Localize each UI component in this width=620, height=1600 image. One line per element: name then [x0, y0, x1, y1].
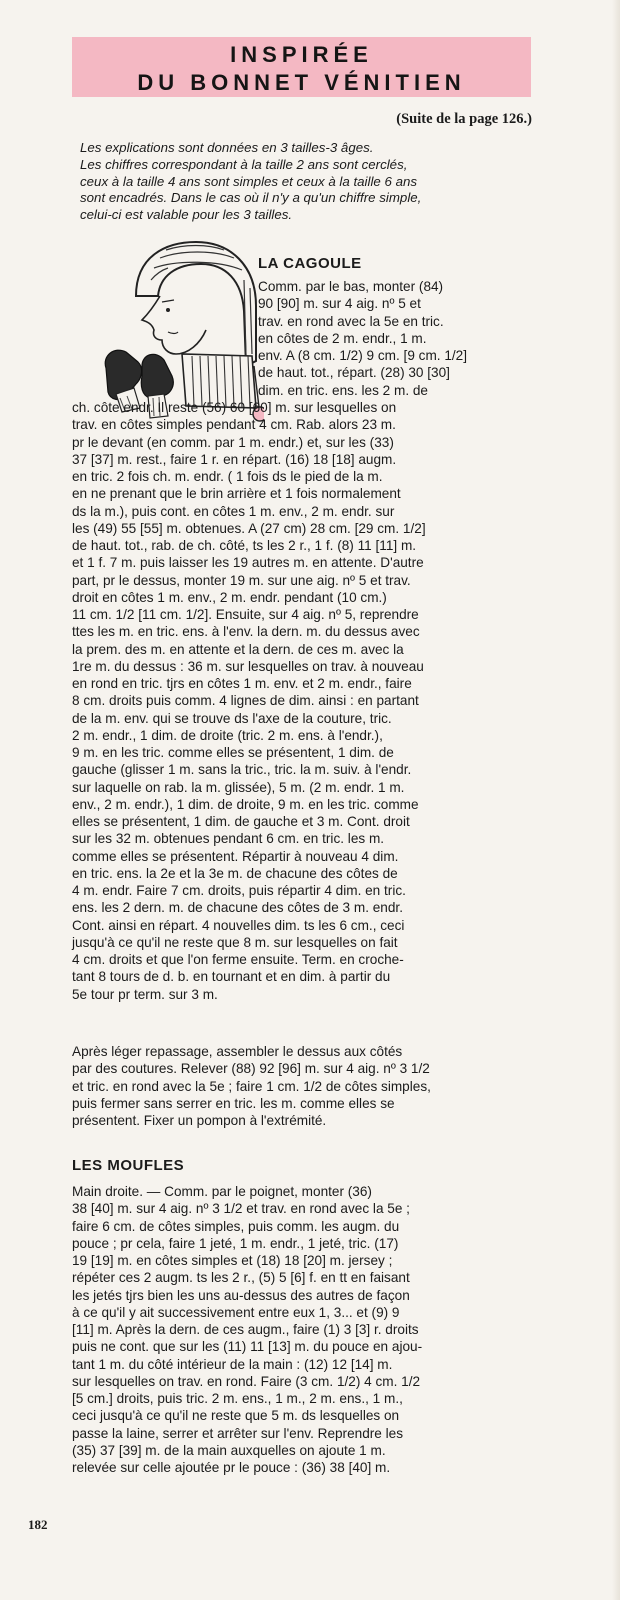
text-line: Après léger repassage, assembler le dessus aux côtés	[72, 1044, 403, 1059]
text-line: pouce ; pr cela, faire 1 jeté, 1 m. endr., 1 jeté, tric. (17)	[72, 1235, 399, 1251]
moufles-text	[72, 1183, 422, 1476]
text-line: puis ne cont. que sur les (11) 11 [13] m. du pouce en ajou-	[72, 1339, 423, 1355]
text-line: trav. en côtes simples pendant 4 cm. Rab. alors 23 m.	[72, 417, 396, 433]
title-line-2: DU BONNET VÉNITIEN	[137, 70, 466, 95]
text-line: 8 cm. droits puis comm. 4 lignes de dim. ainsi : en partant	[72, 693, 419, 709]
text-line: ceci jusqu'à ce qu'il ne reste que 5 m. ds lesquelles on	[72, 1408, 400, 1424]
title-line-1: INSPIRÉE	[230, 42, 373, 67]
text-line: et tric. en rond avec la 5e ; faire 1 cm. 1/2 de côtes simples,	[72, 1078, 431, 1094]
text-line: par des coutures. Relever (88) 92 [96] m. sur 4 aig. nº 3 1/2	[72, 1061, 430, 1077]
intro-line: Les chiffres correspondant à la taille 2 ans sont cerclés,	[80, 156, 408, 172]
text-line: faire 6 cm. de côtes simples, puis comm. les augm. du	[72, 1218, 400, 1234]
text-line: de la m. env. qui se trouve ds l'axe de la couture, tric.	[72, 710, 392, 726]
text-line: tant 1 m. du côté intérieur de la main : (12) 12 [14] m.	[72, 1356, 393, 1372]
text-line: en rond en tric. tjrs en côtes 1 m. env. et 2 m. endr., faire	[72, 676, 412, 691]
text-line: relevée sur celle ajoutée pr le pouce : (36) 38 [40] m.	[72, 1460, 391, 1475]
text-line: gauche (glisser 1 m. sans la tric., tric. la m. suiv. à l'endr.	[72, 762, 412, 778]
text-line: ttes les m. en tric. ens. à l'env. la dern. m. du dessus avec	[72, 624, 420, 640]
intro-line: ceux à la taille 4 ans sont simples et ceux à la taille 6 ans	[80, 173, 418, 189]
text-line: et 1 f. 7 m. puis laisser les 19 autres m. en attente. D'autre	[72, 555, 424, 571]
text-line: de haut. tot., rab. de ch. côté, ts les 2 r., 1 f. (8) 11 [11] m.	[72, 538, 417, 553]
intro-line: Les explications sont données en 3 tailles-3 âges.	[80, 140, 374, 155]
text-line: ens. les 2 dern. m. de chacune des côtes de 3 m. endr.	[72, 900, 403, 916]
text-line: 2 m. endr., 1 dim. de droite (tric. 2 m. ens. à l'endr.),	[72, 727, 383, 743]
text-line: répéter ces 2 augm. ts les 2 r., (5) 5 [6] f. en tt en faisant	[72, 1270, 410, 1286]
intro-paragraph	[80, 140, 530, 224]
text-line: jusqu'à ce qu'il ne reste que 8 m. sur lesquelles on fait	[72, 934, 398, 950]
text-line: 9 m. en les tric. comme elles se présentent, 1 dim. de	[72, 745, 394, 760]
text-line: 5e tour pr term. sur 3 m.	[72, 986, 218, 1002]
text-line: sur les 32 m. obtenues pendant 6 cm. en tric. les m.	[72, 831, 385, 847]
text-line: ds la m.), puis cont. en côtes 1 m. env., 2 m. endr. sur	[72, 503, 395, 519]
text-line: tant 8 tours de d. b. en tournant et en dim. à partir du	[72, 969, 391, 985]
text-line: de haut. tot., répart. (28) 30 [30]	[258, 365, 450, 381]
text-line: part, pr le dessus, monter 19 m. sur une aig. nº 5 et trav.	[72, 572, 411, 588]
text-line: en tric. ens. la 2e et la 3e m. de chacune des côtes de	[72, 865, 398, 881]
title-banner	[72, 37, 531, 97]
text-line: dim. en tric. ens. les 2 m. de	[258, 382, 428, 398]
text-line: 37 [37] m. rest., faire 1 r. en répart. (16) 18 [18] augm.	[72, 451, 397, 467]
text-line: 90 [90] m. sur 4 aig. nº 5 et	[258, 296, 421, 312]
intro-line: celui-ci est valable pour les 3 tailles.	[80, 207, 293, 223]
text-line: puis fermer sans serrer en tric. les m. comme elles se	[72, 1095, 395, 1111]
text-line: en ne prenant que le brin arrière et 1 fois normalement	[72, 486, 401, 502]
text-line: à ce qu'il y ait successivement entre eux 1, 3... et (9) 9	[72, 1304, 400, 1320]
text-line: Cont. ainsi en répart. 4 nouvelles dim. ts les 6 cm., ceci	[72, 917, 405, 933]
text-line: les (49) 55 [55] m. obtenues. A (27 cm) 28 cm. [29 cm. 1/2]	[72, 520, 426, 536]
text-line: 4 cm. droits et que l'on ferme ensuite. Term. en croche-	[72, 952, 404, 967]
section-title-moufles: LES MOUFLES	[72, 1157, 185, 1174]
text-line: comme elles se présentent. Répartir à nouveau 4 dim.	[72, 848, 399, 864]
text-line: 4 m. endr. Faire 7 cm. droits, puis répartir 4 dim. en tric.	[72, 883, 406, 898]
text-line: les jetés tjrs bien les uns au-dessus des autres de façon	[72, 1287, 410, 1303]
text-line: la prem. des m. en attente et la dern. de ces m. avec la	[72, 641, 404, 657]
text-line: pr le devant (en comm. par 1 m. endr.) et, sur les (33)	[72, 434, 394, 450]
text-line: en tric. 2 fois ch. m. endr. ( 1 fois ds le pied de la m.	[72, 469, 383, 484]
text-line: en côtes de 2 m. endr., 1 m.	[258, 330, 427, 346]
text-line: elles se présentent, 1 dim. de gauche et 3 m. Cont. droit	[72, 814, 410, 829]
text-line: Comm. par le bas, monter (84)	[258, 279, 444, 294]
text-line: ch. côte endr. Il reste (56) 60 [60] m. sur lesquelles on	[72, 400, 397, 415]
text-line: Main droite. — Comm. par le poignet, monter (36)	[72, 1184, 372, 1199]
intro-line: sont encadrés. Dans le cas où il n'y a qu'un chiffre simple,	[80, 190, 422, 206]
text-line: 1re m. du dessus : 36 m. sur lesquelles on trav. à nouveau	[72, 658, 424, 674]
text-line: droit en côtes 1 m. env., 2 m. endr. pendant (10 cm.)	[72, 589, 387, 605]
cagoule-text-wide	[72, 399, 426, 1003]
text-line: trav. en rond avec la 5e en tric.	[258, 313, 444, 329]
text-line: 38 [40] m. sur 4 aig. nº 3 1/2 et trav. en rond avec la 5e ;	[72, 1201, 410, 1217]
text-line: env. A (8 cm. 1/2) 9 cm. [9 cm. 1/2]	[258, 348, 468, 363]
continuation-note: (Suite de la page 126.)	[396, 111, 532, 127]
text-line: env., 2 m. endr.), 1 dim. de droite, 9 m. en les tric. comme	[72, 796, 419, 812]
text-line: présentent. Fixer un pompon à l'extrémité.	[72, 1113, 327, 1128]
text-line: 11 cm. 1/2 [11 cm. 1/2]. Ensuite, sur 4 aig. nº 5, reprendre	[72, 607, 419, 622]
text-line: [5 cm.] droits, puis tric. 2 m. ens., 1 m., 2 m. ens., 1 m.,	[72, 1391, 403, 1406]
text-line: (35) 37 [39] m. de la main auxquelles on ajoute 1 m.	[72, 1442, 386, 1458]
text-line: passe la laine, serrer et arrêter sur l'env. Reprendre les	[72, 1425, 404, 1441]
section-title-cagoule: LA CAGOULE	[258, 255, 362, 272]
cagoule-assembly-paragraph	[72, 1043, 431, 1129]
page-edge-shadow	[612, 0, 620, 1600]
cagoule-text-narrow	[258, 278, 467, 399]
text-line: [11] m. Après la dern. de ces augm., faire (1) 3 [3] r. droits	[72, 1322, 419, 1337]
text-line: sur lesquelles on trav. en rond. Faire (3 cm. 1/2) 4 cm. 1/2	[72, 1373, 421, 1389]
text-line: 19 [19] m. en côtes simples et (18) 18 [20] m. jersey ;	[72, 1253, 393, 1268]
page-number: 182	[28, 1517, 48, 1532]
text-line: sur laquelle on rab. la m. glissée), 5 m. (2 m. endr. 1 m.	[72, 779, 405, 795]
